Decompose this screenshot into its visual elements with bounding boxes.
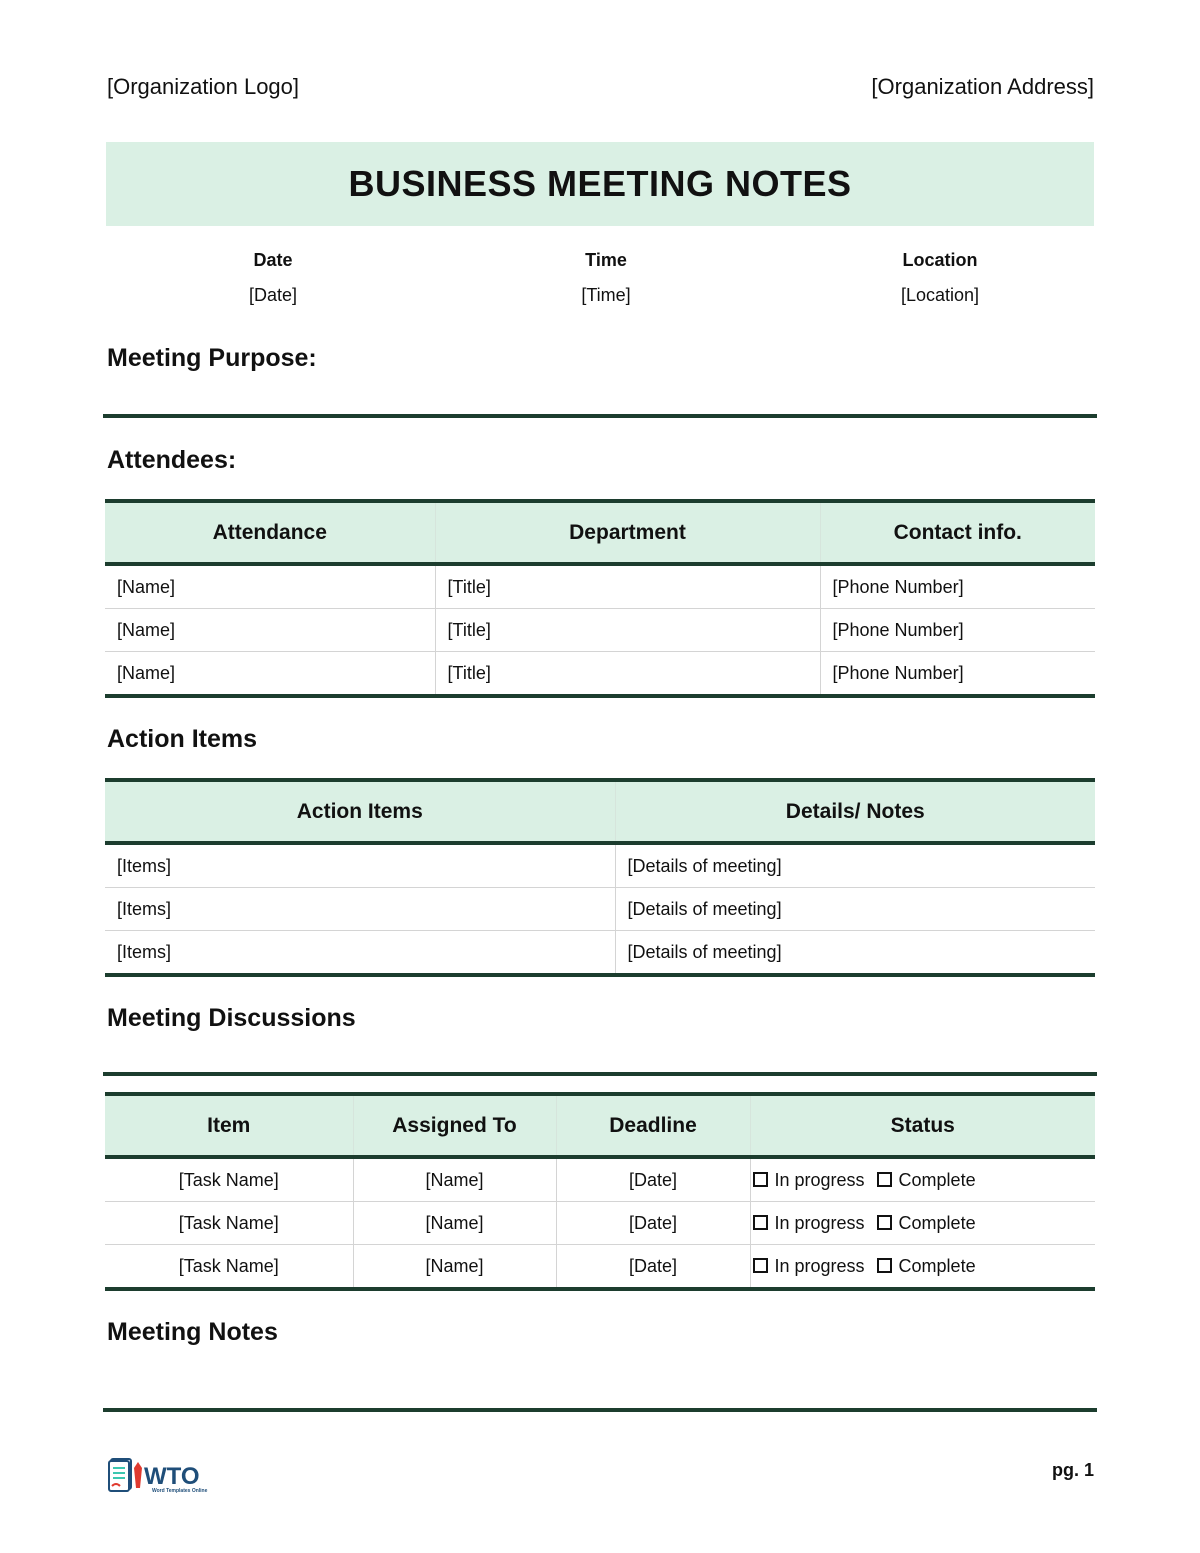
checkbox-icon[interactable] (877, 1258, 892, 1273)
task-name[interactable]: [Task Name] (105, 1157, 353, 1202)
title-band (106, 142, 1094, 226)
status-in-progress[interactable] (753, 1213, 865, 1233)
divider-rule (103, 1072, 1097, 1076)
table-row (105, 652, 1095, 697)
status-in-progress[interactable] (753, 1170, 865, 1190)
action-item[interactable]: [Items] (105, 888, 615, 931)
meta-location-label: Location (902, 250, 978, 270)
table-row (105, 843, 1095, 888)
checkbox-icon[interactable] (877, 1215, 892, 1230)
action-details[interactable]: [Details of meeting] (615, 931, 1095, 976)
section-meeting-purpose: Meeting Purpose: (107, 344, 317, 372)
status-cell (750, 1157, 1095, 1202)
meta-location-value[interactable]: [Location] (900, 285, 980, 305)
header-deadline: Deadline (556, 1094, 750, 1157)
svg-text:WTO: WTO (144, 1463, 200, 1490)
deadline-date[interactable]: [Date] (556, 1245, 750, 1290)
checkbox-icon[interactable] (877, 1172, 892, 1187)
checkbox-icon[interactable] (753, 1172, 768, 1187)
document-icon (108, 1456, 223, 1496)
in-progress-label: In progress (774, 1169, 865, 1190)
assignee-name[interactable]: [Name] (353, 1202, 556, 1245)
status-complete[interactable] (877, 1170, 976, 1190)
complete-label: Complete (898, 1255, 976, 1276)
section-attendees: Attendees: (107, 446, 237, 474)
checkbox-icon[interactable] (753, 1258, 768, 1273)
deadline-date[interactable]: [Date] (556, 1202, 750, 1245)
attendee-name[interactable]: [Name] (105, 564, 435, 609)
header-attendance: Attendance (105, 501, 435, 564)
meta-location (790, 250, 1090, 306)
attendee-title[interactable]: [Title] (435, 564, 820, 609)
table-row (105, 888, 1095, 931)
meta-date-label: Date (253, 250, 293, 270)
attendee-title[interactable]: [Title] (435, 609, 820, 652)
divider-rule (103, 1408, 1097, 1412)
in-progress-label: In progress (774, 1255, 865, 1276)
attendee-phone[interactable]: [Phone Number] (820, 652, 1095, 697)
complete-label: Complete (898, 1169, 976, 1190)
attendee-name[interactable]: [Name] (105, 609, 435, 652)
section-action-items: Action Items (107, 725, 258, 753)
attendee-phone[interactable]: [Phone Number] (820, 609, 1095, 652)
action-item[interactable]: [Items] (105, 931, 615, 976)
action-details[interactable]: [Details of meeting] (615, 843, 1095, 888)
header-contact-info: Contact info. (820, 501, 1095, 564)
discussion-table (105, 1092, 1095, 1291)
document-title: BUSINESS MEETING NOTES (348, 163, 852, 204)
attendee-name[interactable]: [Name] (105, 652, 435, 697)
attendees-table (105, 499, 1095, 698)
attendee-title[interactable]: [Title] (435, 652, 820, 697)
task-name[interactable]: [Task Name] (105, 1245, 353, 1290)
meta-time-value[interactable]: [Time] (581, 285, 631, 305)
table-row (105, 1202, 1095, 1245)
header-action-items: Action Items (105, 780, 615, 843)
status-complete[interactable] (877, 1213, 976, 1233)
checkbox-icon[interactable] (753, 1215, 768, 1230)
task-name[interactable]: [Task Name] (105, 1202, 353, 1245)
table-row (105, 609, 1095, 652)
header-details-notes: Details/ Notes (615, 780, 1095, 843)
table-row (105, 1245, 1095, 1290)
organization-logo-placeholder: [Organization Logo] (107, 74, 300, 99)
header-department: Department (435, 501, 820, 564)
table-row (105, 931, 1095, 976)
status-cell (750, 1202, 1095, 1245)
complete-label: Complete (898, 1212, 976, 1233)
table-row (105, 1157, 1095, 1202)
meta-time-label: Time (585, 250, 627, 270)
attendee-phone[interactable]: [Phone Number] (820, 564, 1095, 609)
wto-logo (108, 1456, 223, 1496)
divider-rule (103, 414, 1097, 418)
meta-date-value[interactable]: [Date] (248, 285, 298, 305)
deadline-date[interactable]: [Date] (556, 1157, 750, 1202)
action-items-table (105, 778, 1095, 977)
status-cell (750, 1245, 1095, 1290)
header-status: Status (750, 1094, 1095, 1157)
status-in-progress[interactable] (753, 1256, 865, 1276)
meta-time (456, 250, 756, 306)
section-meeting-discussions: Meeting Discussions (107, 1004, 356, 1032)
assignee-name[interactable]: [Name] (353, 1157, 556, 1202)
page-number: pg. 1 (1051, 1460, 1094, 1480)
svg-text:Word Templates Online: Word Templates Online (152, 1488, 208, 1494)
action-item[interactable]: [Items] (105, 843, 615, 888)
header-assigned-to: Assigned To (353, 1094, 556, 1157)
organization-address-placeholder: [Organization Address] (871, 74, 1094, 99)
header-item: Item (105, 1094, 353, 1157)
section-meeting-notes: Meeting Notes (107, 1318, 278, 1346)
status-complete[interactable] (877, 1256, 976, 1276)
in-progress-label: In progress (774, 1212, 865, 1233)
action-details[interactable]: [Details of meeting] (615, 888, 1095, 931)
meta-date (123, 250, 423, 306)
table-row (105, 564, 1095, 609)
assignee-name[interactable]: [Name] (353, 1245, 556, 1290)
